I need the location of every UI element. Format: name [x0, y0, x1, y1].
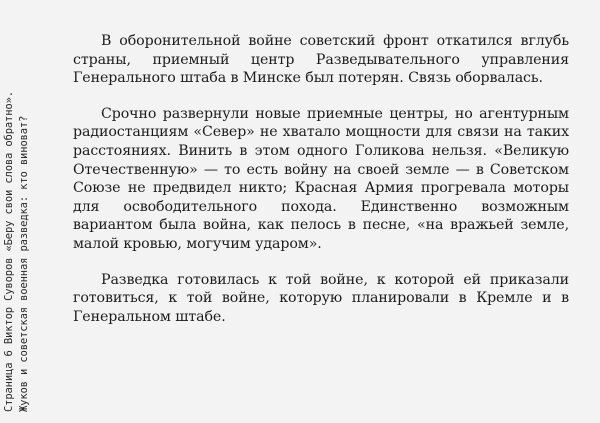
- side-caption: [2, 0, 42, 423]
- paragraph-3: Разведка готовилась к той войне, к которой ей приказали готовиться, к той войне, которую планировали в Кремле и в Генеральном штабе.: [73, 271, 569, 325]
- page-body: [73, 32, 569, 343]
- paragraph-2: Срочно развернули новые приемные центры, но агентурным радиостанциям «Север» не хватало мощности для связи на таких расстояниях. Винить в этом одного Голикова нельзя. «Великую Отечественную» — то есть войну на своей земле — в Советском Союзе не предвидел никто; Красная Армия прогревала моторы для освободительного похода. Единственно возможным вариантом была война, как пелось в песне, «на вражьей земле, малой кровью, могучим ударом».: [73, 105, 569, 252]
- side-caption-text: [2, 12, 32, 412]
- paragraph-1: В оборонительной войне советский фронт откатился вглубь страны, приемный центр Разведывательного управления Генерального штаба в Минске был потерян. Связь оборвалась.: [73, 33, 569, 87]
- side-caption-line-2: Жуков и советская военная разведка: кто виноват?: [18, 115, 30, 412]
- side-caption-line-1: Страница 6 Виктор Суворов «Беру свои слова обратно».: [3, 91, 15, 412]
